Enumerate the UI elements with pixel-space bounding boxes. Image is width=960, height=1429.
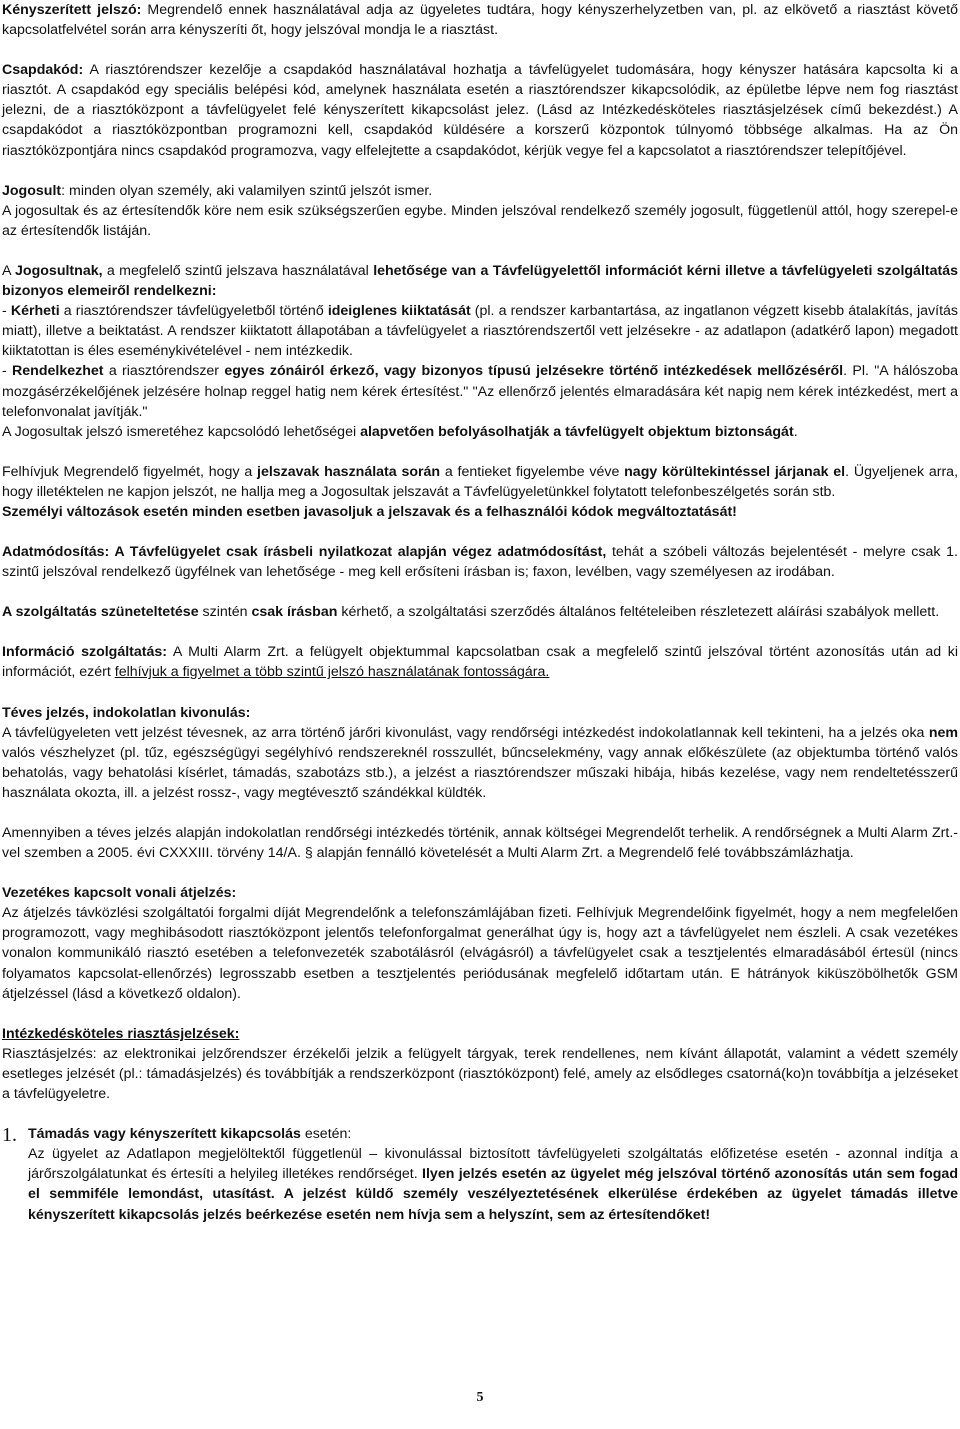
paragraph-information-service — [2, 642, 958, 682]
text: a riasztórendszer távfelügyeletből történő — [59, 303, 328, 320]
text: A távfelügyeleten vett jelzést tévesnek, az arra történő járőri kivonulást, vagy rendőrségi intézkedést indokolatlannak kell tekinteni, ha a jelzés oka — [2, 724, 929, 741]
paragraph-authorized-definition — [2, 181, 958, 201]
bold-text: alapvetően befolyásolhatják a távfelügyelt objektum biztonságát — [360, 423, 794, 440]
paragraph-authorized-rights — [2, 261, 958, 301]
page-number: 5 — [476, 1390, 484, 1405]
term-data-modification: Adatmódosítás: A Távfelügyelet csak írásbeli nyilatkozat alapján végez adatmódosítást, — [2, 544, 607, 561]
heading-actionable-alarms — [2, 1024, 958, 1044]
text: kérhető, a szolgáltatási szerződés általános feltételeiben részletezett aláírási szabályok mellett. — [337, 604, 940, 621]
text: A Jogosultak jelszó ismeretéhez kapcsolódó lehetőségei — [2, 423, 361, 440]
term-trap-code: Csapdakód: — [2, 62, 84, 79]
list-item-attack — [2, 1124, 958, 1224]
heading-text: Téves jelzés, indokolatlan kivonulás: — [2, 704, 251, 721]
text: A — [2, 262, 16, 279]
document-page — [2, 0, 958, 1225]
paragraph-password-caution — [2, 462, 958, 502]
heading-wired-line — [2, 883, 958, 903]
text: Az átjelzés távközlési szolgáltatói forgalmi díját Megrendelőnk a telefonszámlájában fizeti. Felhívjuk Megrendelőink figyelmét, hogy a nem megfelelően programozott, vagy meghibásodott riasztóközpont jelentős telefonforgalmat generálhat úgy is, hogy azt a távfelügyelet nem észleli. A csak vezetékes vonalon kommunikáló riasztó esetében a telefonvezeték szabotálásról (elvágásról) a távfelügyelet csak a tesztjelentés elmaradásából értesül (nincs folyamatos kapcsolat-ellenőrzés) legrosszabb esetben a tesztjelentés periódusának megfelelő időtartam után. E hátrányok kiküszöbölhetők GSM átjelzéssel (lásd a következő oldalon). — [2, 905, 958, 1002]
paragraph-security-impact — [2, 422, 958, 442]
text: Megrendelő ennek használatával adja az ügyeletes tudtára, hogy kényszerhelyzetben van, pl. az elkövető a riasztást követő kapcsolatfelvétel során arra kényszeríti őt, hogy jelszóval mondja le a riasztást. — [2, 2, 959, 39]
text: A riasztórendszer kezelője a csapdakód használatával hozhatja a távfelügyelet tudomására, hogy kényszer hatására kapcsolta ki a riasztót. A csapdakód egy speciális belépési kód, amelynek használata esetén a riasztórendszer kikapcsolódik, az épületbe lépve nem fog riasztást jelezni, de a riasztóközpont a távfelügyelet felé kényszerített kikapcsolást jelez. (Lásd az Intézkedésköteles riasztásjelzések című bekezdést.) A csapdakódot a riasztóközpontban programozni kell, csapdakód küldésére a korszerű központok túlnyomó többsége alkalmas. Ha az Ön riasztóközpontjára nincs csapdakód programozva, vagy elfelejtette a csapdakódot, kérjük vegye fel a kapcsolatot a riasztórendszer telepítőjével. — [2, 62, 958, 159]
text: - — [2, 363, 13, 380]
bold-text: ideiglenes kiiktatását — [327, 303, 471, 320]
bold-text: Személyi változások esetén minden esetben javasoljuk a jelszavak és a felhasználói kódok megváltoztatását! — [2, 503, 737, 520]
text: szintén — [198, 604, 252, 621]
list-body — [28, 1124, 958, 1224]
text: Amennyiben a téves jelzés alapján indokolatlan rendőrségi intézkedés történik, annak költségei Megrendelőt terhelik. A rendőrségnek a Multi Alarm Zrt.-vel szemben a 2005. évi CXXXIII. törvény 14/A. § alapján fennálló követelését a Multi Alarm Zrt. a Megrendelő felé továbbszámlázhatja. — [2, 825, 958, 862]
paragraph-authorized-note — [2, 201, 958, 241]
bold-text: csak írásban — [251, 604, 338, 621]
bold-text: Jogosultnak, — [15, 262, 103, 279]
bold-text: Támadás vagy kényszerített kikapcsolás — [28, 1126, 301, 1143]
paragraph-forced-password — [2, 0, 958, 40]
paragraph-actionable-alarms — [2, 1044, 958, 1104]
list-item-title — [28, 1124, 958, 1144]
paragraph-service-suspension — [2, 602, 958, 622]
paragraph-data-modification — [2, 542, 958, 582]
bold-text: lehetősége van a Távfelügyelettől információt kérni illetve a távfelügyeleti szolgáltatás bizonyos elemeiről rendelkezni: — [2, 262, 959, 300]
text: a riasztórendszer — [103, 363, 225, 380]
heading-text: Vezetékes kapcsolt vonali átjelzés: — [2, 885, 237, 902]
term-service-suspension: A szolgáltatás szüneteltetése — [2, 604, 199, 621]
text: valós vészhelyzet (pl. tűz, egészségügyi segélyhívó rendszereknél rosszullét, bűncselekmény, vagy annak előkészülete (az objektumba történő valós behatolás, vagy behatolási kísérlet, támadás, szabotázs stb.), a jelzést a riasztórendszer műszaki hibája, hibás kezelése, vagy nem rendeltetésszerű használata okozta, ill. a jelzést rossz-, vagy megtévesztő szándékkal küldték. — [2, 744, 958, 801]
term-authorized: Jogosult — [2, 182, 62, 199]
text: A jogosultak és az értesítendők köre nem esik szükségszerűen egybe. Minden jelszóval rendelkező személy jogosult, függetlenül attól, hogy szerepel-e az értesítendők listáján. — [2, 202, 958, 239]
paragraph-police-costs — [2, 823, 958, 863]
paragraph-trap-code — [2, 60, 958, 160]
text: Felhívjuk Megrendelő figyelmét, hogy a — [2, 463, 258, 480]
text: . Pl. "A hálószoba mozgásérzékelőjének jelzésére holnap reggel hatig nem kérek értesítést." "Az ellenőrző jelentés elmaradására két napig nem kérek intézkedést, mert a telefonvonalat javítják." — [2, 363, 958, 420]
heading-false-alarm — [2, 703, 958, 723]
bold-text: nem — [928, 724, 958, 741]
bold-text: jelszavak használata során — [257, 463, 441, 480]
text: (pl. a rendszer karbantartása, az ingatlanon végzett kisebb átalakítás, javítás miatt), illetve a beiktatást. A rendszer kiiktatott állapotában a távfelügyelet a riasztórendszertől vett jelzésekre - az adatlapon (adatkérő lapon) megadott kiiktatottan is éles eseménykivételével - nem intézkedik. — [2, 303, 958, 360]
list-number: 1. — [2, 1124, 17, 1147]
text: Riasztásjelzés: az elektronikai jelzőrendszer érzékelői jelzik a felügyelt tárgyak, terek rendellenes, nem kívánt állapotát, valamint a védett személy esetleges jelzését (pl.: támadásjelzés) és továbbítják a rendszerközpont (riasztóközpont) felé, amely az elsődleges csatorná(ko)n továbbítja a jelzéseket a távfelügyeletre. — [2, 1045, 958, 1103]
text: A Multi Alarm Zrt. a felügyelt objektummal kapcsolatban csak a megfelelő szintű jelszóval történt azonosítás után ad ki információt, ezért — [2, 644, 958, 681]
text: esetén: — [300, 1126, 352, 1143]
paragraph-false-alarm — [2, 723, 958, 803]
list-item-text — [28, 1144, 958, 1224]
bold-text: Ilyen jelzés esetén az ügyelet még jelszóval történő azonosítás után sem fogad el semmiféle lemondást, utasítást. A jelzést küldő személy veszélyeztetésének elkerülése érdekében az ügyelet támadás illetve kényszerített kikapcsolás jelzés beérkezése esetén nem hívja sem a helyszínt, sem az értesítendőket! — [28, 1166, 958, 1223]
text: a fentieket figyelembe véve — [440, 463, 625, 480]
bold-text: Kérheti — [10, 303, 60, 320]
text: . — [793, 423, 798, 440]
text: : minden olyan személy, aki valamilyen szintű jelszót ismer. — [61, 182, 433, 199]
paragraph-zone-dispose — [2, 361, 958, 421]
heading-text: Intézkedésköteles riasztásjelzések: — [2, 1025, 240, 1042]
paragraph-wired-line — [2, 903, 958, 1003]
bold-text: Rendelkezhet — [12, 363, 104, 380]
text: - — [2, 303, 11, 320]
text: tehát a szóbeli változás bejelentését - melyre csak 1. szintű jelszóval rendelkező ügyfélnek van lehetősége - meg kell erősíteni írásban is; faxon, levélben, vagy személyesen az irodában. — [2, 544, 958, 581]
bold-text: nagy körültekintéssel járjanak el — [624, 463, 846, 480]
term-forced-password: Kényszerített jelszó: — [2, 2, 142, 18]
text: a megfelelő szintű jelszava használatával — [102, 262, 374, 279]
underlined-text: felhívjuk a figyelmet a több szintű jelszó használatának fontosságára. — [114, 664, 550, 681]
bold-text: egyes zónáiról érkező, vagy bizonyos típusú jelzésekre történő intézkedések mellőzéséről — [224, 363, 844, 380]
paragraph-request-bypass — [2, 301, 958, 361]
paragraph-change-passwords — [2, 502, 958, 522]
term-information-service: Információ szolgáltatás: — [2, 644, 168, 661]
text: . Ügyeljenek arra, hogy illetéktelen ne kapjon jelszót, ne hallja meg a Jogosultak jelszavát a Távfelügyeletünkkel folytatott telefonbeszélgetés során stb. — [2, 463, 959, 500]
text: Az ügyelet az Adatlapon megjelöltektől függetlenül – kivonulással biztosított távfelügyeleti szolgáltatás előfizetése esetén - azonnal indítja a járőrszolgálatunkat és értesíti a helyileg illetékes rendőrséget. — [28, 1146, 958, 1183]
